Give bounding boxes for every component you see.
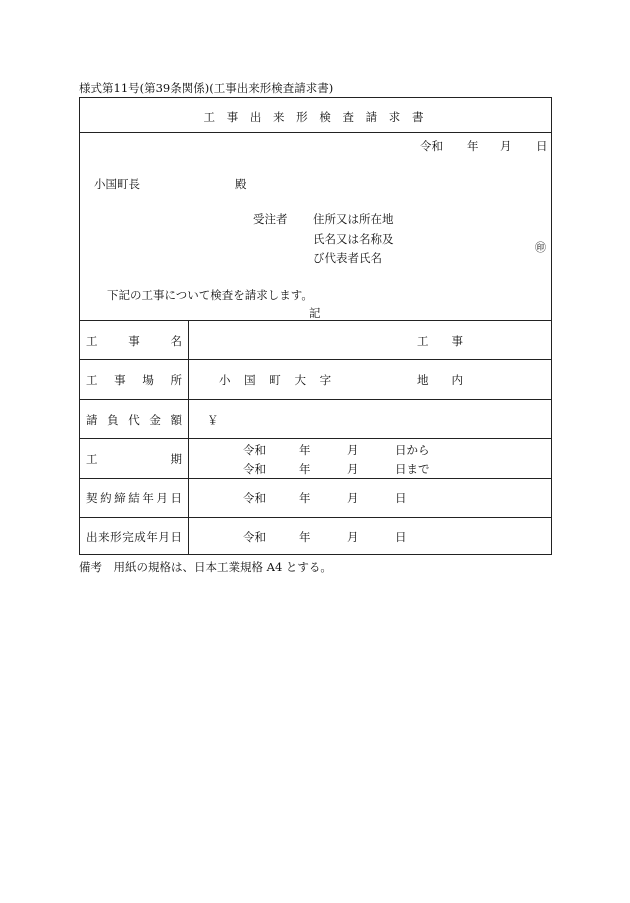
divider (80, 132, 551, 133)
applicant-name-label-2: び代表者氏名 (313, 251, 382, 265)
addressee-name: 小国町長 (94, 177, 140, 191)
seal-mark-icon: ㊞ (535, 241, 546, 254)
applicant-address-label: 住所又は所在地 (313, 212, 394, 226)
row-line (80, 517, 551, 518)
ki-mark: 記 (309, 306, 321, 320)
location-suffix: 地 内 (417, 373, 463, 387)
label-column-divider (188, 320, 189, 554)
row-label-completion-date: 出 来 形 完 成 年 月 日 (86, 530, 182, 544)
row-label-name: 工 事 名 (86, 334, 182, 348)
applicant-name-label-1: 氏名又は名称及 (313, 232, 394, 246)
table-top-line (80, 320, 551, 321)
row-label-location: 工 事 場 所 (86, 373, 182, 387)
row-label-period: 工 期 (86, 452, 182, 466)
request-text: 下記の工事について検査を請求します。 (107, 288, 313, 302)
inspection-request-form: 工 事 出 来 形 検 査 請 求 書 令和 年 月 日 小国町長 殿 受注者 住所又は所在地 氏名又は名称及 び代表者氏名 ㊞ 下記の工事について検査を請求します。 記 工 事 名 工 事 工 事 場 所 小 国 町 大 字 地 内 請 負 代 金 額 ￥ 工 期 令和 年 月 日から 令和 年 月 日まで 契 約 締 結 年 月 日 令和 年 月 日 出 来 形 完 成 年 月 日 令和 年 月 日 (79, 97, 552, 555)
row-label-contract-date: 契 約 締 結 年 月 日 (86, 491, 182, 505)
amount-value: ￥ (207, 413, 219, 427)
footer-note: 備考 用紙の規格は、日本工業規格 A4 とする。 (79, 560, 332, 574)
name-suffix: 工 事 (417, 334, 463, 348)
row-label-amount: 請 負 代 金 額 (86, 413, 182, 427)
row-line (80, 438, 551, 439)
form-title: 工 事 出 来 形 検 査 請 求 書 (203, 110, 428, 124)
form-caption: 様式第11号(第39条関係)(工事出来形検査請求書) (79, 81, 334, 95)
location-value: 小 国 町 大 字 (219, 373, 337, 387)
addressee-honorific: 殿 (235, 177, 247, 191)
row-line (80, 478, 551, 479)
row-line (80, 359, 551, 360)
applicant-role: 受注者 (253, 212, 288, 226)
row-line (80, 399, 551, 400)
